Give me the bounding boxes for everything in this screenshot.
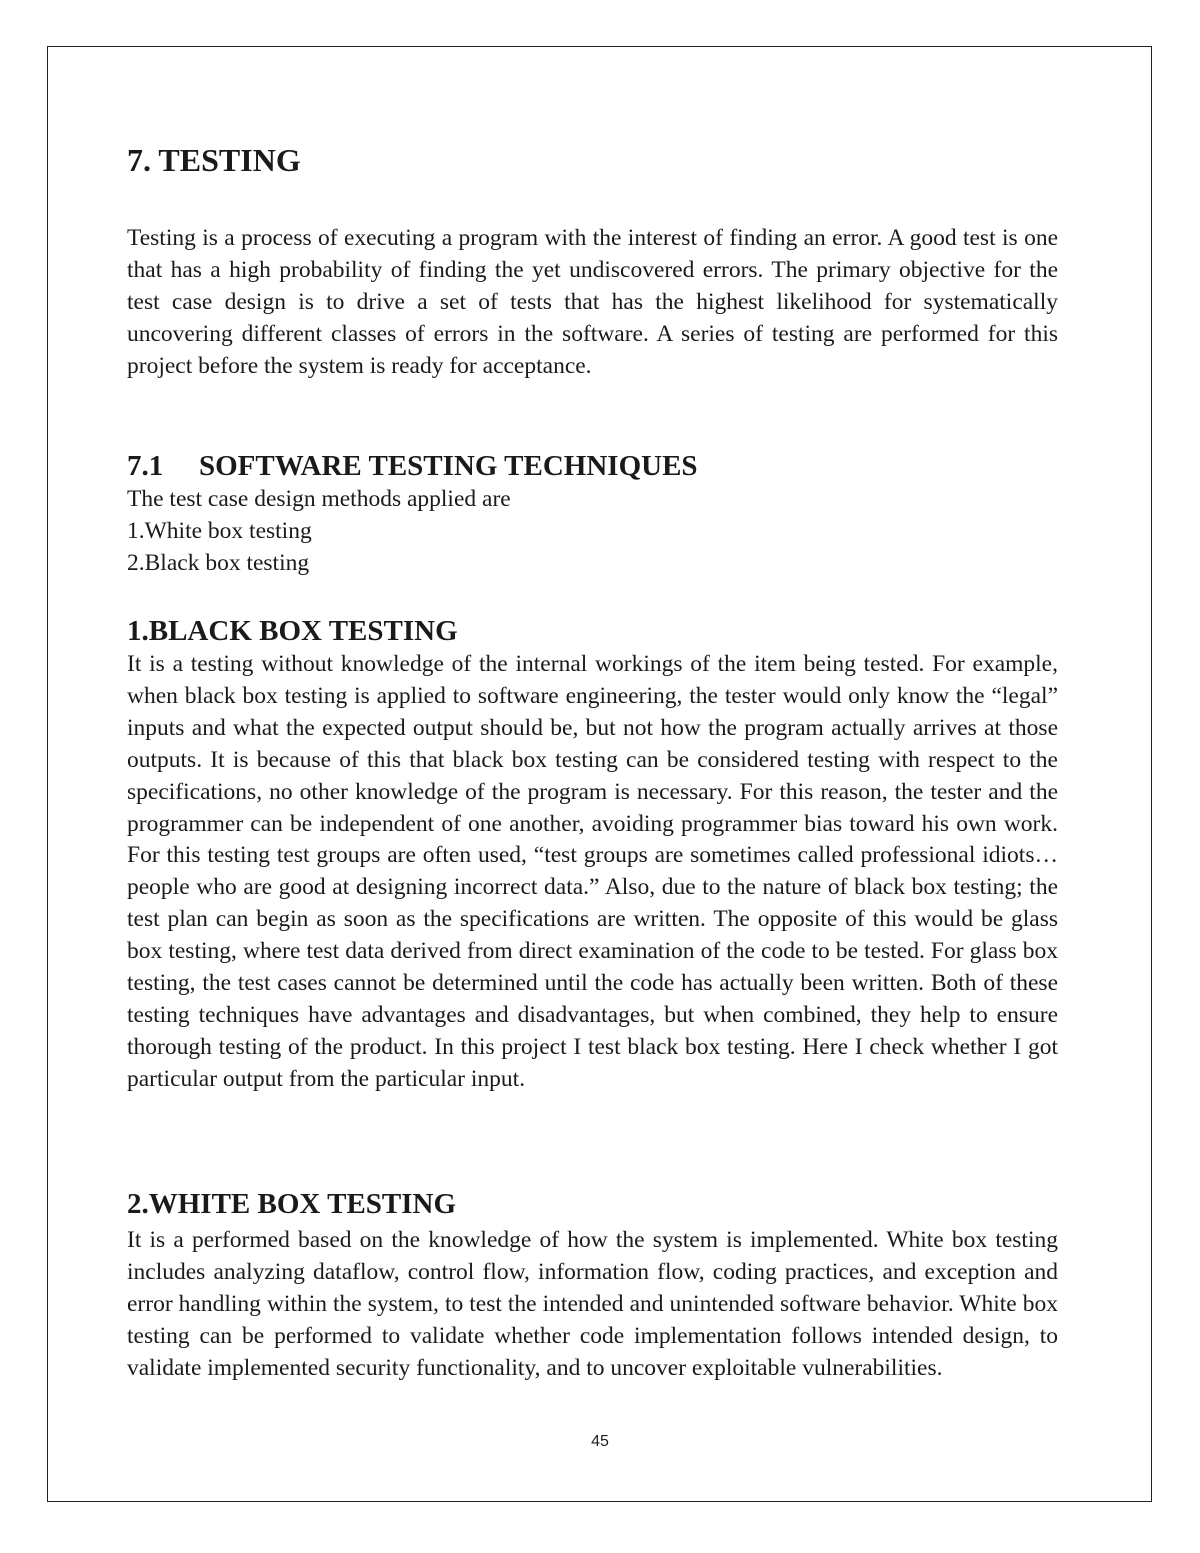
list-item: 1.White box testing	[127, 518, 312, 544]
white-box-paragraph: It is a performed based on the knowledge of how the system is implemented. White box testing includes analyzing dataflow, control flow, information flow, coding practices, and exception and error handling within the system, to test the intended and unintended software behavior. White box testing can be performed to validate whether code implementation follows intended design, to validate implemented security functionality, and to uncover exploitable vulnerabilities.	[127, 1227, 1058, 1381]
intro-paragraph: Testing is a process of executing a program with the interest of finding an error. A good test is one that has a high probability of finding the yet undiscovered errors. The primary objective for the test case design is to drive a set of tests that has the highest likelihood for systematically uncovering different classes of errors in the software. A series of testing are performed for this project before the system is ready for acceptance.	[127, 225, 1058, 379]
methods-lead-text: The test case design methods applied are	[127, 486, 511, 512]
black-box-heading: 1.BLACK BOX TESTING	[127, 615, 458, 647]
page-number: 45	[591, 1433, 609, 1450]
chapter-title: 7. TESTING	[127, 142, 301, 178]
section-title: SOFTWARE TESTING TECHNIQUES	[199, 450, 698, 482]
black-box-paragraph: It is a testing without knowledge of the internal workings of the item being tested. For example, when black box testing is applied to software engineering, the tester would only know the “legal” inputs and what the expected output should be, but not how the program actually arrives at those outputs. It is because of this that black box testing can be considered testing with respect to the specifications, no other knowledge of the program is necessary. For this reason, the tester and the programmer can be independent of one another, avoiding programmer bias toward his own work. For this testing test groups are often used, “test groups are sometimes called professional idiots… people who are good at designing incorrect data.” Also, due to the nature of black box testing; the test plan can begin as soon as the specifications are written. The opposite of this would be glass box testing, where test data derived from direct examination of the code to be tested. For glass box testing, the test cases cannot be determined until the code has actually been written. Both of these testing techniques have advantages and disadvantages, but when combined, they help to ensure thorough testing of the product. In this project I test black box testing. Here I check whether I got particular output from the particular input.	[127, 651, 1058, 1092]
section-number: 7.1	[127, 450, 164, 482]
white-box-heading: 2.WHITE BOX TESTING	[127, 1188, 457, 1220]
list-item: 2.Black box testing	[127, 550, 310, 576]
section-heading-7-1	[127, 449, 698, 483]
